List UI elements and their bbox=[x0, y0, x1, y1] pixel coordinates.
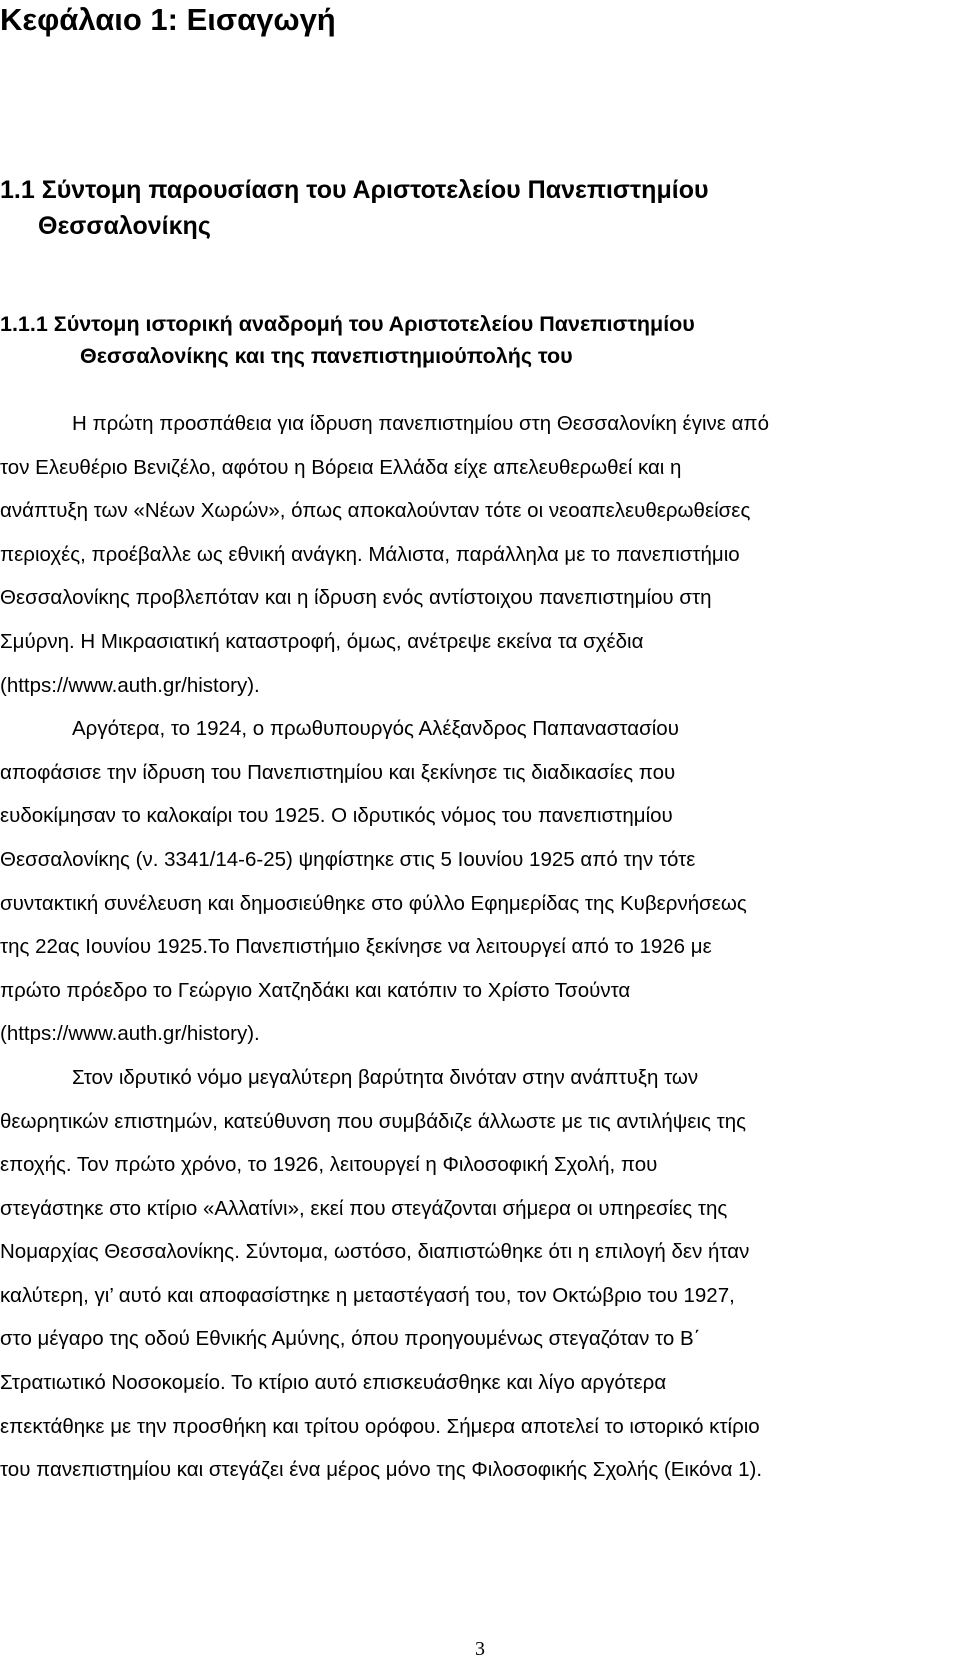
text-line: συντακτική συνέλευση και δημοσιεύθηκε στο φύλλο Εφημερίδας της Κυβερνήσεως bbox=[0, 891, 747, 915]
text-line: εποχής. Τον πρώτο χρόνο, το 1926, λειτουργεί η Φιλοσοφική Σχολή, που bbox=[0, 1153, 658, 1177]
body-text bbox=[0, 402, 960, 1492]
text-line: στεγάστηκε στο κτίριο «Αλλατίνι», εκεί που στεγάζονται σήμερα οι υπηρεσίες της bbox=[0, 1196, 728, 1220]
text-line: Αργότερα, το 1924, ο πρωθυπουργός Αλέξανδρος Παπαναστασίου bbox=[72, 717, 679, 741]
text-line: (https://www.auth.gr/history). bbox=[0, 673, 260, 697]
text-line: αποφάσισε την ίδρυση του Πανεπιστημίου και ξεκίνησε τις διαδικασίες που bbox=[0, 760, 676, 784]
subsection-title bbox=[0, 308, 695, 372]
text-line: ευδοκίμησαν το καλοκαίρι του 1925. Ο ιδρυτικός νόμος του πανεπιστημίου bbox=[0, 804, 673, 828]
text-line: (https://www.auth.gr/history). bbox=[0, 1022, 260, 1046]
text-line: περιοχές, προέβαλλε ως εθνική ανάγκη. Μάλιστα, παράλληλα με το πανεπιστήμιο bbox=[0, 542, 740, 566]
section-title-line-2: Θεσσαλονίκης bbox=[38, 212, 211, 240]
text-line: Θεσσαλονίκης προβλεπόταν και η ίδρυση ενός αντίστοιχου πανεπιστημίου στη bbox=[0, 586, 712, 610]
text-line: Στον ιδρυτικό νόμο μεγαλύτερη βαρύτητα δινόταν στην ανάπτυξη των bbox=[72, 1065, 699, 1089]
text-line: θεωρητικών επιστημών, κατεύθυνση που συμβάδιζε άλλωστε με τις αντιλήψεις της bbox=[0, 1109, 747, 1133]
text-line: τον Ελευθέριο Βενιζέλο, αφότου η Βόρεια Ελλάδα είχε απελευθερωθεί και η bbox=[0, 455, 682, 479]
subsection-title-line-2: Θεσσαλονίκης και της πανεπιστημιούπολής του bbox=[80, 344, 573, 368]
text-line: στο μέγαρο της οδού Εθνικής Αμύνης, όπου προηγουμένως στεγαζόταν το Β΄ bbox=[0, 1327, 701, 1351]
text-line: της 22ας Ιουνίου 1925.Το Πανεπιστήμιο ξεκίνησε να λειτουργεί από το 1926 με bbox=[0, 935, 712, 959]
text-line: επεκτάθηκε με την προσθήκη και τρίτου ορόφου. Σήμερα αποτελεί το ιστορικό κτίριο bbox=[0, 1414, 760, 1438]
text-line: Στρατιωτικό Νοσοκομείο. Το κτίριο αυτό επισκευάσθηκε και λίγο αργότερα bbox=[0, 1371, 667, 1395]
text-line: Νομαρχίας Θεσσαλονίκης. Σύντομα, ωστόσο, διαπιστώθηκε ότι η επιλογή δεν ήταν bbox=[0, 1240, 750, 1264]
page-number: 3 bbox=[475, 1638, 485, 1660]
text-line: Σμύρνη. Η Μικρασιατική καταστροφή, όμως, ανέτρεψε εκείνα τα σχέδια bbox=[0, 629, 644, 653]
subsection-title-line-1: 1.1.1 Σύντομη ιστορική αναδρομή του Αριστοτελείου Πανεπιστημίου bbox=[0, 312, 695, 336]
text-line: του πανεπιστημίου και στεγάζει ένα μέρος μόνο της Φιλοσοφικής Σχολής (Εικόνα 1). bbox=[0, 1458, 763, 1482]
section-title bbox=[0, 172, 709, 244]
section-title-line-1: 1.1 Σύντομη παρουσίαση του Αριστοτελείου Πανεπιστημίου bbox=[0, 176, 709, 204]
text-line: ανάπτυξη των «Νέων Χωρών», όπως αποκαλούνταν τότε οι νεοαπελευθερωθείσες bbox=[0, 499, 751, 523]
chapter-title: Κεφάλαιο 1: Εισαγωγή bbox=[0, 2, 336, 37]
text-line: Η πρώτη προσπάθεια για ίδρυση πανεπιστημίου στη Θεσσαλονίκη έγινε από bbox=[72, 412, 769, 435]
text-line: πρώτο πρόεδρο το Γεώργιο Χατζηδάκι και κατόπιν το Χρίστο Τσούντα bbox=[0, 978, 631, 1002]
text-line: Θεσσαλονίκης (ν. 3341/14-6-25) ψηφίστηκε στις 5 Ιουνίου 1925 από την τότε bbox=[0, 847, 696, 871]
text-line: καλύτερη, γι’ αυτό και αποφασίστηκε η μεταστέγασή του, τον Οκτώβριο του 1927, bbox=[0, 1283, 735, 1307]
